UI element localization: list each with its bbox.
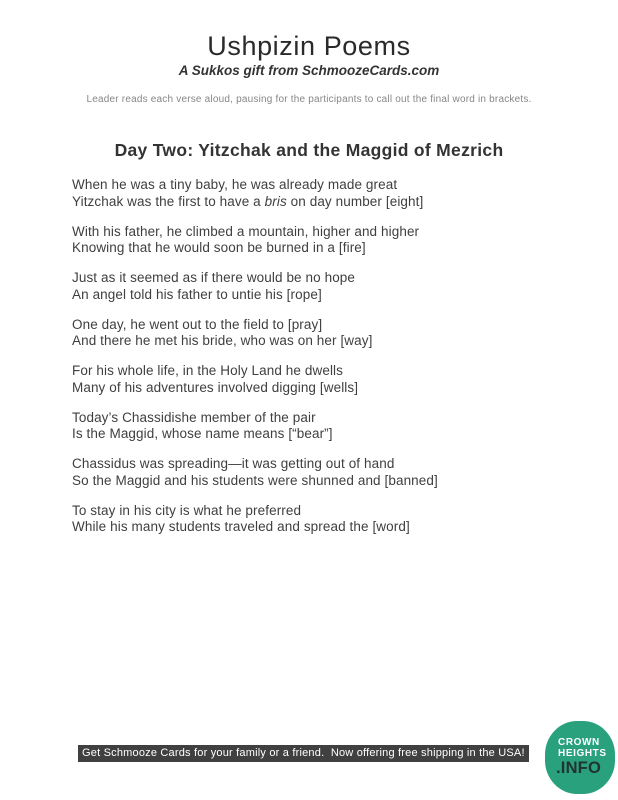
poem-line: For his whole life, in the Holy Land he dwells	[72, 363, 343, 378]
logo-text-heights: HEIGHTS	[558, 747, 607, 759]
logo-text-info: .INFO	[556, 759, 601, 777]
poem-line: And there he met his bride, who was on her [way]	[72, 333, 373, 348]
leader-instruction: Leader reads each verse aloud, pausing for the participants to call out the final word in brackets.	[86, 94, 532, 105]
poem-line: When he was a tiny baby, he was already made great	[72, 177, 398, 192]
poem-line: Yitzchak was the first to have a bris on day number [eight]	[72, 193, 424, 209]
poem-line: While his many students traveled and spread the [word]	[72, 519, 410, 534]
poem-stanzas	[72, 177, 578, 549]
poem-line: Chassidus was spreading—it was getting out of hand	[72, 456, 395, 471]
stanza	[72, 410, 578, 443]
logo-text-crown: CROWN	[558, 737, 600, 748]
crownheights-info-logo	[545, 721, 615, 794]
poem-line: Knowing that he would soon be burned in a [fire]	[72, 240, 366, 255]
poem-line: With his father, he climbed a mountain, higher and higher	[72, 223, 420, 239]
stanza	[72, 503, 578, 536]
stanza	[72, 363, 578, 396]
stanza	[72, 456, 578, 489]
page-subtitle: A Sukkos gift from SchmoozeCards.com	[178, 63, 440, 78]
poem-line: One day, he went out to the field to [pray]	[72, 316, 323, 332]
day-heading: Day Two: Yitzchak and the Maggid of Mezrich	[114, 140, 504, 160]
poem-line: Just as it seemed as if there would be no hope	[72, 270, 356, 285]
poem-line: Today’s Chassidishe member of the pair	[72, 409, 316, 425]
promo-banner: Get Schmooze Cards for your family or a friend. Now offering free shipping in the USA!	[78, 745, 529, 762]
stanza	[72, 270, 578, 303]
poem-line: Many of his adventures involved digging [wells]	[72, 379, 359, 395]
poem-line: Is the Maggid, whose name means [“bear”]	[72, 426, 333, 441]
stanza	[72, 317, 578, 350]
poem-line: To stay in his city is what he preferred	[72, 502, 302, 518]
poem-line: So the Maggid and his students were shunned and [banned]	[72, 472, 438, 488]
poem-line: An angel told his father to untie his [rope]	[72, 286, 322, 302]
stanza	[72, 224, 578, 257]
stanza	[72, 177, 578, 210]
page-title: Ushpizin Poems	[207, 31, 411, 61]
